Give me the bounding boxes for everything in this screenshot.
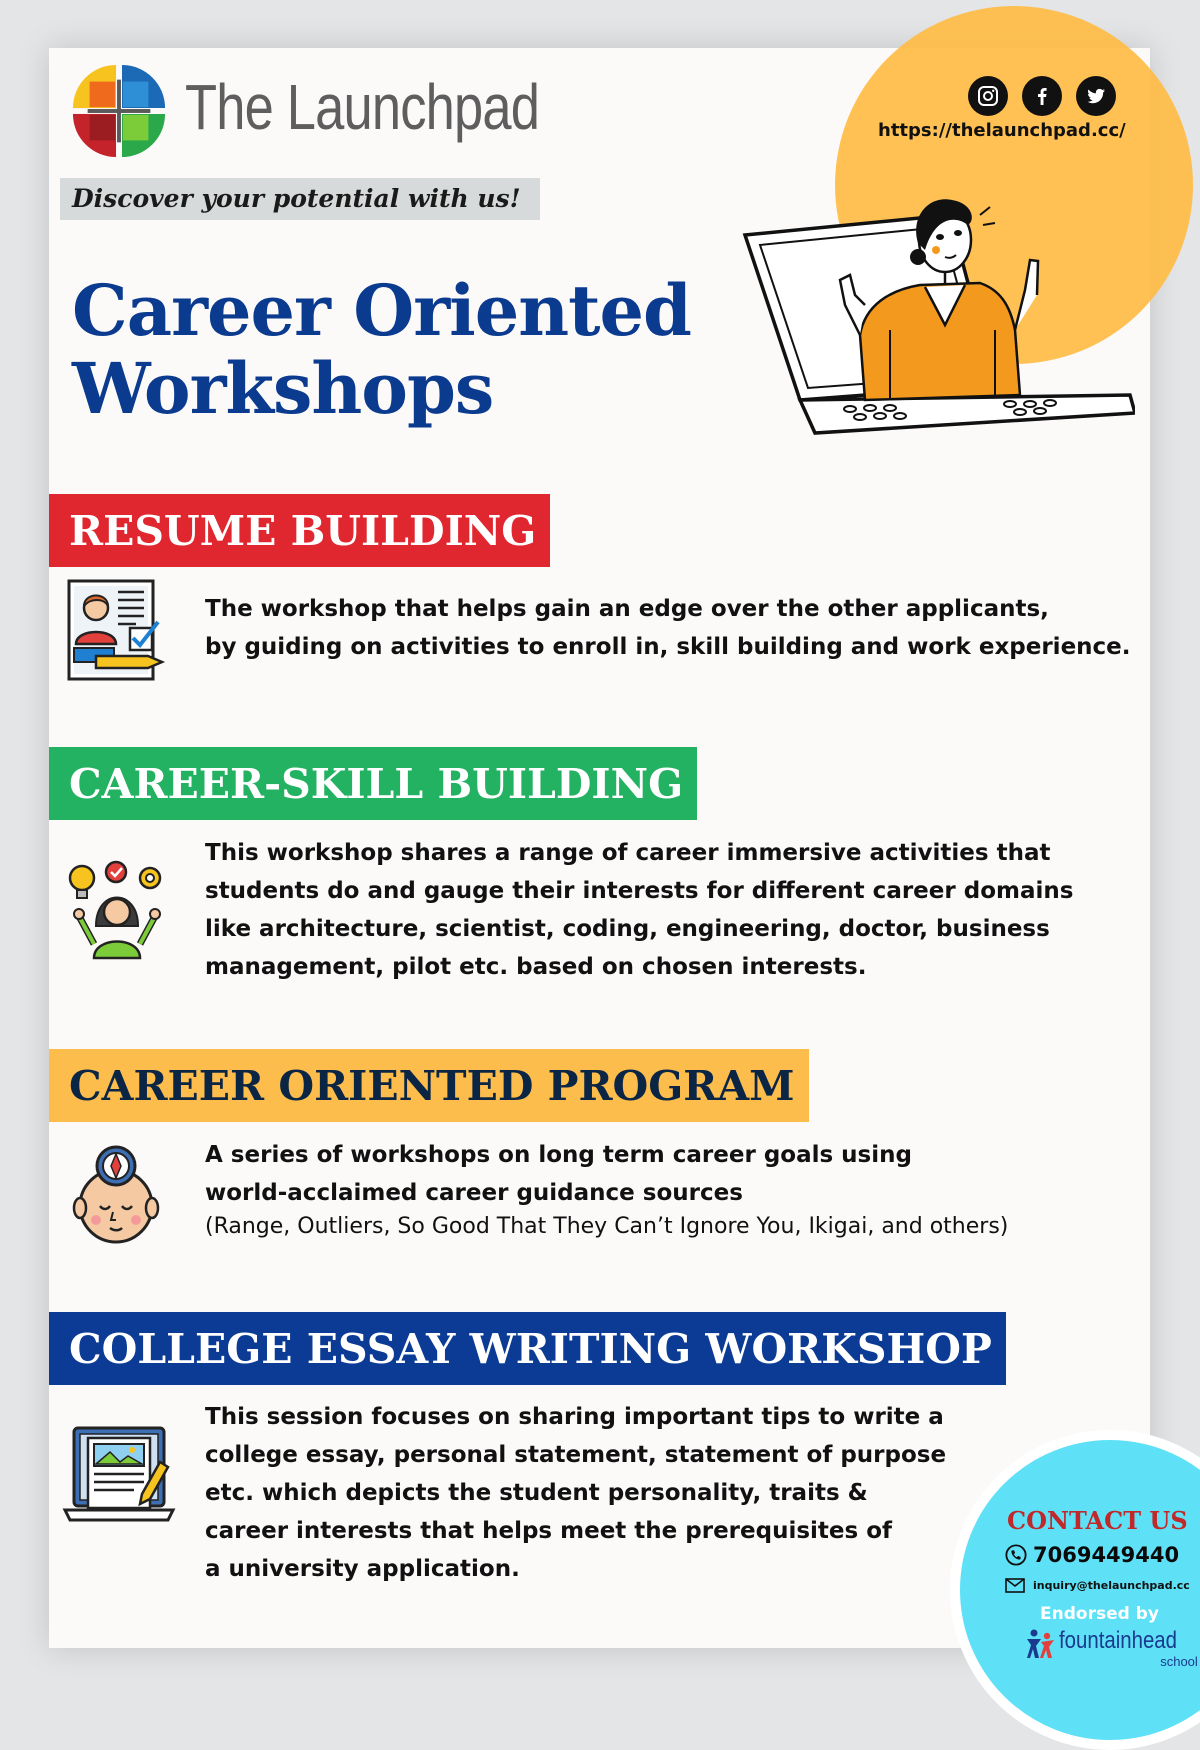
section-description-college-essay-writing (205, 1398, 946, 1588)
description-line: This workshop shares a range of career immersive activities that (205, 840, 1051, 866)
description-line: students do and gauge their interests for different career domains (205, 878, 1074, 904)
title-line-1: Career Oriented (72, 269, 691, 352)
contact-title: CONTACT US (1007, 1506, 1188, 1535)
partner-sub: school (1160, 1654, 1198, 1669)
envelope-icon (1005, 1578, 1025, 1593)
website-url[interactable]: https://thelaunchpad.cc/ (878, 120, 1126, 141)
description-line: The workshop that helps gain an edge over the other applicants, (205, 596, 1049, 622)
launchpad-logo-icon (70, 62, 168, 160)
description-line: management, pilot etc. based on chosen interests. (205, 954, 867, 980)
section-heading-career-skill-building: CAREER-SKILL BUILDING (49, 747, 697, 820)
page-title (72, 269, 691, 430)
section-heading-college-essay-writing: COLLEGE ESSAY WRITING WORKSHOP (49, 1312, 1006, 1385)
resume-icon (66, 578, 166, 682)
contact-email[interactable] (1005, 1578, 1190, 1593)
description-line: a university application. (205, 1556, 520, 1582)
description-line: college essay, personal statement, statement of purpose (205, 1442, 947, 1468)
endorsed-label: Endorsed by (1040, 1604, 1159, 1624)
sources-note: (Range, Outliers, So Good That They Can’t Ignore You, Ikigai, and others) (205, 1214, 1009, 1239)
description-line: like architecture, scientist, coding, engineering, doctor, business (205, 916, 1050, 942)
description-line: This session focuses on sharing important tips to write a (205, 1404, 944, 1430)
description-line: by guiding on activities to enroll in, skill building and work experience. (205, 634, 1131, 660)
contact-phone[interactable] (1005, 1543, 1179, 1567)
description-line: world-acclaimed career guidance sources (205, 1180, 743, 1206)
laptop-woman-illustration-icon (740, 195, 1135, 440)
description-line: etc. which depicts the student personality, traits & (205, 1480, 868, 1506)
essay-laptop-icon (62, 1422, 176, 1526)
twitter-icon[interactable] (1076, 76, 1116, 116)
section-heading-career-oriented-program: CAREER ORIENTED PROGRAM (49, 1049, 809, 1122)
partner-name: fountainhead (1059, 1627, 1177, 1654)
phone-icon (1005, 1544, 1027, 1566)
email-address: inquiry@thelaunchpad.cc (1033, 1579, 1190, 1592)
section-description-resume-building (205, 590, 1131, 666)
phone-number: 7069449440 (1033, 1543, 1180, 1567)
fountainhead-figures-icon (1025, 1628, 1055, 1660)
description-line: A series of workshops on long term career goals using (205, 1142, 912, 1168)
facebook-icon[interactable] (1022, 76, 1062, 116)
instagram-icon[interactable] (968, 76, 1008, 116)
section-heading-resume-building: RESUME BUILDING (49, 494, 550, 567)
title-line-2: Workshops (72, 347, 494, 430)
brand-name: The Launchpad (185, 71, 540, 143)
section-description-career-oriented-program (205, 1136, 1008, 1242)
social-links (968, 76, 1116, 116)
compass-head-icon (66, 1142, 166, 1246)
fountainhead-logo (1025, 1628, 1198, 1669)
tagline: Discover your potential with us! (60, 178, 540, 220)
career-skills-icon (66, 858, 166, 962)
section-description-career-skill-building (205, 834, 1073, 986)
description-line: career interests that helps meet the prerequisites of (205, 1518, 893, 1544)
